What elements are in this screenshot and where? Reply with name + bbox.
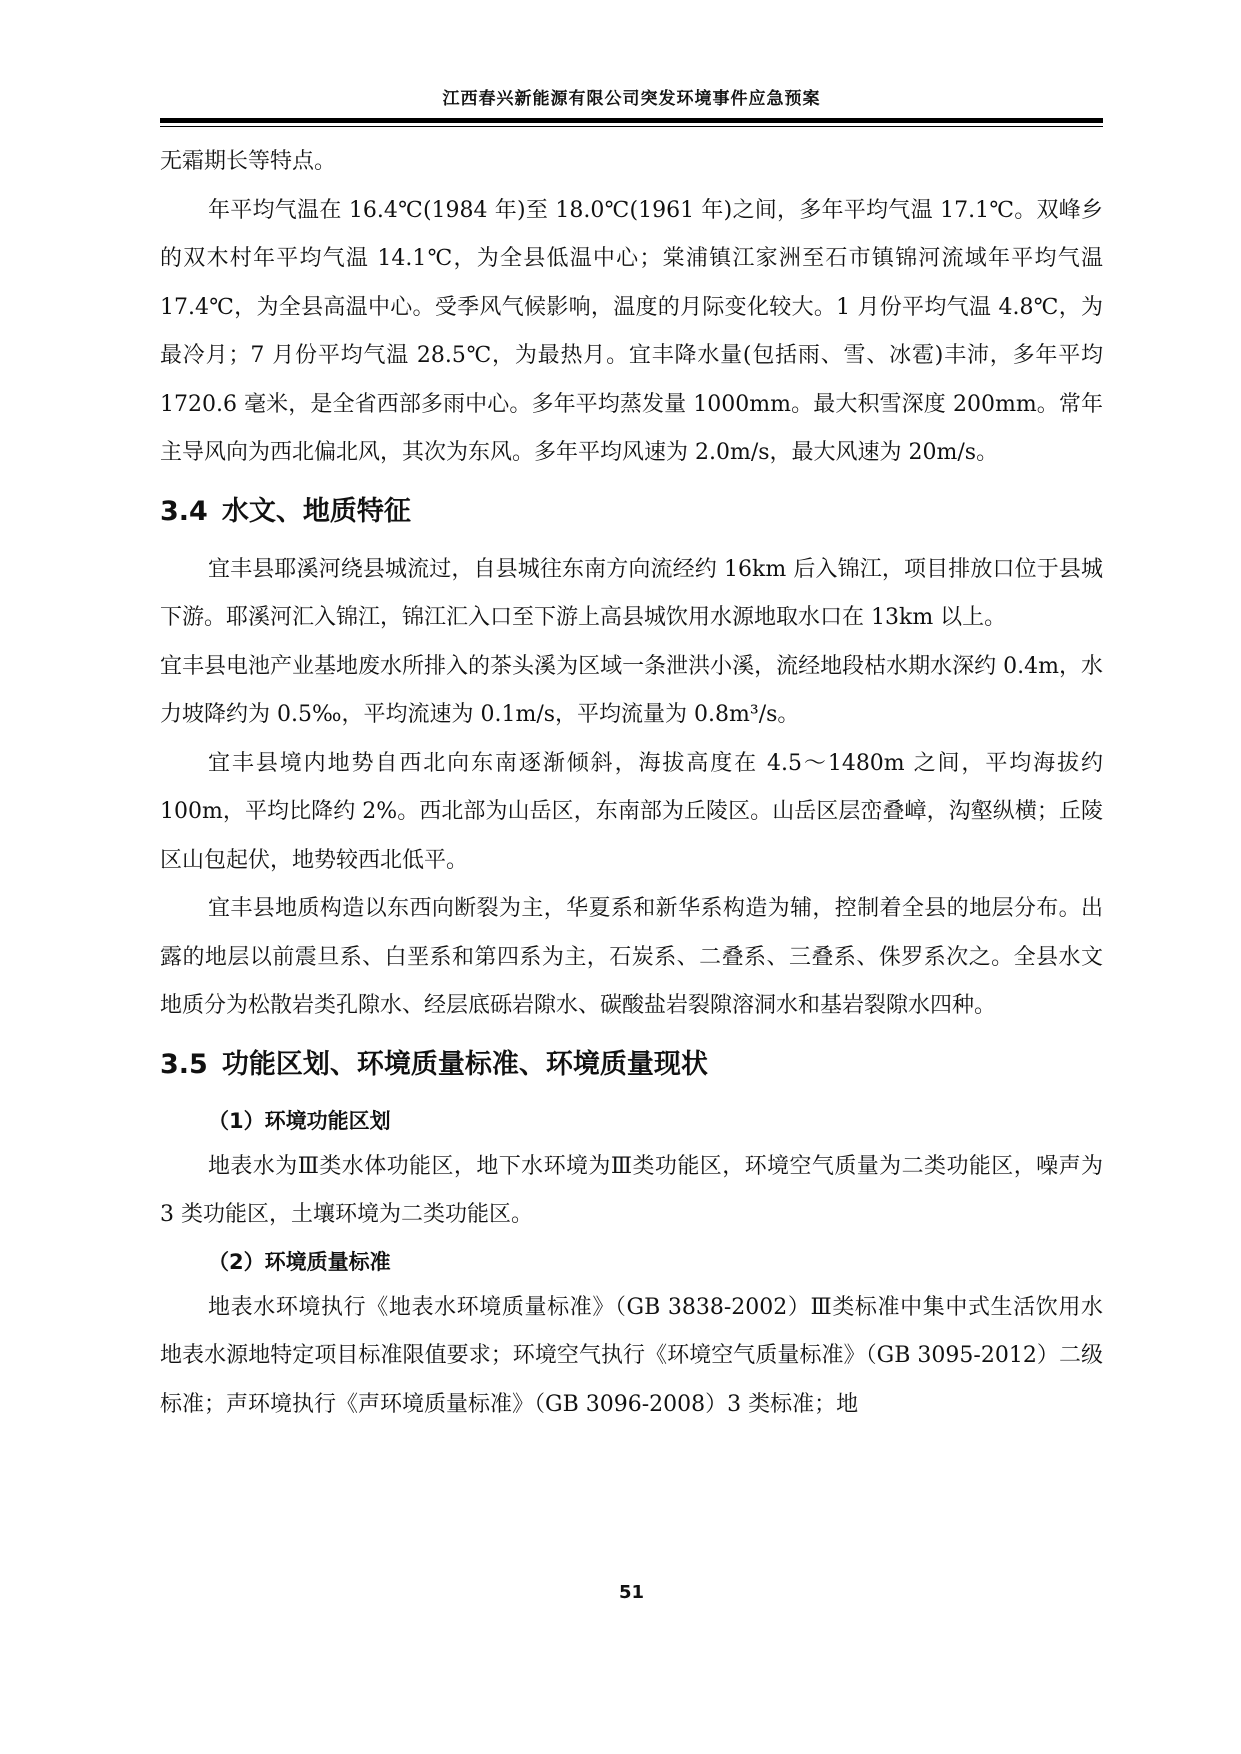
page-header-title: 江西春兴新能源有限公司突发环境事件应急预案 (442, 89, 821, 109)
section-title: 水文、地质特征 (221, 495, 411, 527)
page-content (160, 138, 1103, 1429)
section-heading-3-4 (160, 492, 1103, 532)
section-number: 3.4 (160, 495, 208, 527)
header-rule-thin (160, 126, 1103, 127)
paragraph-climate: 年平均气温在 16.4℃(1984 年)至 18.0℃(1961 年)之间，多年平均气温 17.1℃。双峰乡的双木村年平均气温 14.1℃，为全县低温中心；棠浦镇江家洲至石市镇锦河流域年平均气温 17.4℃，为全县高温中心。受季风气候影响，温度的月际变化较大。1 月份平均气温 4.8℃，为最冷月；7 月份平均气温 28.5℃，为最热月。宜丰降水量(包括雨、雪、冰雹)丰沛，多年平均 1720.6 毫米，是全省西部多雨中心。多年平均蒸发量 1000mm。最大积雪深度 200mm。常年主导风向为西北偏北风，其次为东风。多年平均风速为 2.0m/s，最大风速为 20m/s。 (160, 197, 1103, 465)
paragraph-continuation: 无霜期长等特点。 (160, 149, 337, 174)
subsection-heading-2: （2）环境质量标准 (208, 1249, 391, 1274)
paragraph-hydrology: 宜丰县耶溪河绕县城流过，自县城往东南方向流经约 16km 后入锦江，项目排放口位于县城下游。耶溪河汇入锦江，锦江汇入口至下游上高县城饮用水源地取水口在 13km 以上。 (160, 556, 1103, 630)
paragraph-creek: 宜丰县电池产业基地废水所排入的茶头溪为区域一条泄洪小溪，流经地段枯水期水深约 0.4m，水力坡降约为 0.5‰，平均流速为 0.1m/s，平均流量为 0.8m³/s。 (160, 653, 1103, 727)
paragraph-terrain: 宜丰县境内地势自西北向东南逐渐倾斜，海拔高度在 4.5～1480m 之间，平均海拔约 100m，平均比降约 2%。西北部为山岳区，东南部为丘陵区。山岳区层峦叠嶂，沟壑纵横；丘陵区山包起伏，地势较西北低平。 (160, 750, 1103, 873)
paragraph-function-zones: 地表水为Ⅲ类水体功能区，地下水环境为Ⅲ类功能区，环境空气质量为二类功能区，噪声为 3 类功能区，土壤环境为二类功能区。 (160, 1153, 1103, 1227)
section-number: 3.5 (160, 1048, 208, 1080)
paragraph-geology: 宜丰县地质构造以东西向断裂为主，华夏系和新华系构造为辅，控制着全县的地层分布。出露的地层以前震旦系、白垩系和第四系为主，石炭系、二叠系、三叠系、侏罗系次之。全县水文地质分为松散岩类孔隙水、经层底砾岩隙水、碳酸盐岩裂隙溶洞水和基岩裂隙水四种。 (160, 896, 1103, 1018)
section-heading-3-5 (160, 1045, 1103, 1085)
page-number: 51 (618, 1582, 645, 1603)
section-title: 功能区划、环境质量标准、环境质量现状 (221, 1048, 708, 1080)
subsection-heading-1: （1）环境功能区划 (208, 1108, 391, 1133)
header-rule-thick (160, 118, 1103, 123)
paragraph-quality-standards: 地表水环境执行《地表水环境质量标准》（GB 3838-2002）Ⅲ类标准中集中式生活饮用水地表水源地特定项目标准限值要求；环境空气执行《环境空气质量标准》（GB 3095-2012）二级标准；声环境执行《声环境质量标准》（GB 3096-2008）3 类标准；地 (160, 1294, 1103, 1417)
